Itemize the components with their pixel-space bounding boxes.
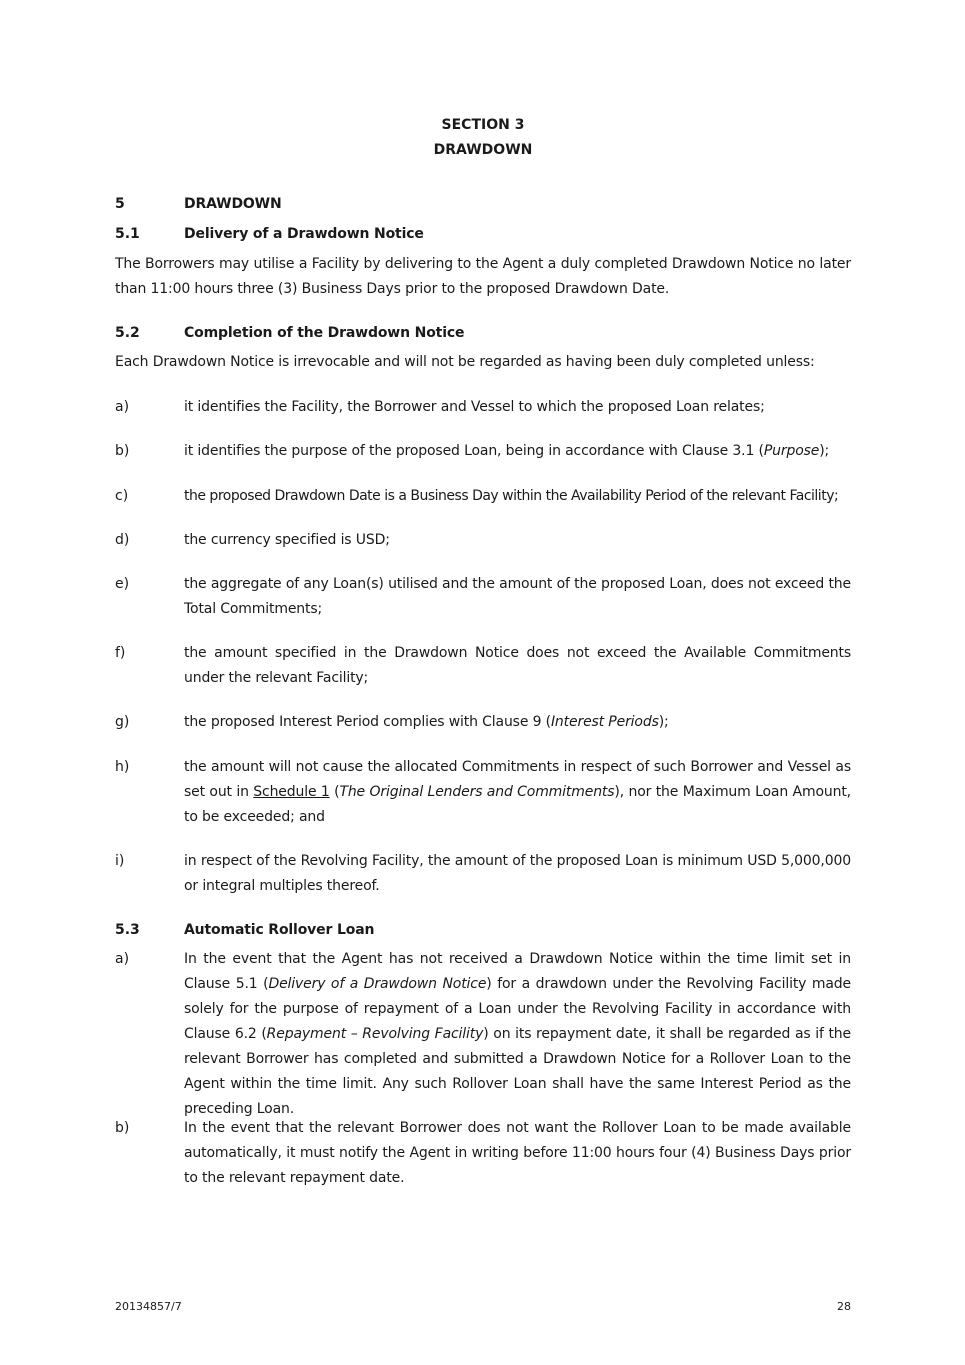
list-text: the amount specified in the Drawdown Notice does not exceed the Available Commitments under the relevant Facility; xyxy=(184,645,851,686)
list-item xyxy=(115,947,851,1122)
list-label: a) xyxy=(115,951,130,967)
list-label: i) xyxy=(115,853,125,869)
list-label: e) xyxy=(115,576,130,592)
clause-title: Automatic Rollover Loan xyxy=(184,922,375,938)
clause-number: 5.2 xyxy=(115,325,140,341)
list-label: h) xyxy=(115,759,130,775)
list-text: the proposed Drawdown Date is a Business Day within the Availability Period of the relevant Facility; xyxy=(184,488,839,504)
list-item xyxy=(115,1116,851,1191)
list-item xyxy=(115,528,851,553)
list-item xyxy=(115,395,851,420)
list-label: f) xyxy=(115,645,126,661)
list-item xyxy=(115,439,851,464)
clause-5-2-heading xyxy=(115,321,851,346)
section-number: SECTION 3 xyxy=(441,117,525,133)
list-label: b) xyxy=(115,1120,130,1136)
list-item xyxy=(115,641,851,691)
clause-5-3-heading xyxy=(115,918,851,943)
clause-5-1-heading xyxy=(115,222,851,247)
list-label: a) xyxy=(115,399,130,415)
list-label: b) xyxy=(115,443,130,459)
clause-number: 5.1 xyxy=(115,226,140,242)
clause-number: 5 xyxy=(115,196,125,212)
clause-title: Delivery of a Drawdown Notice xyxy=(184,226,424,242)
list-text: it identifies the purpose of the proposed Loan, being in accordance with Clause 3.1 (Purpose); xyxy=(184,443,830,459)
schedule-link[interactable]: Schedule 1 xyxy=(253,784,330,800)
footer-doc-ref: 20134857/7 xyxy=(115,1300,182,1313)
list-item xyxy=(115,849,851,899)
clause-title: Completion of the Drawdown Notice xyxy=(184,325,465,341)
clause-number: 5.3 xyxy=(115,922,140,938)
list-item xyxy=(115,710,851,735)
list-item xyxy=(115,572,851,622)
clause-5-heading xyxy=(115,192,851,217)
list-text: the currency specified is USD; xyxy=(184,532,390,548)
clause-title: DRAWDOWN xyxy=(184,196,282,212)
list-item xyxy=(115,484,851,509)
list-text: the amount will not cause the allocated Commitments in respect of such Borrower and Vessel as set out in Schedule 1 (The Original Lenders and Commitments), nor the Maximum Loan Amount, to be exceeded; and xyxy=(184,759,851,825)
footer-page-number: 28 xyxy=(837,1300,851,1313)
list-text: In the event that the Agent has not received a Drawdown Notice within the time limit set in Clause 5.1 (Delivery of a Drawdown Notice) for a drawdown under the Revolving Facility made solely for the purpose of repayment of a Loan under the Revolving Facility in accordance with Clause 6.2 (Repayment – Revolving Facility) on its repayment date, it shall be regarded as if the relevant Borrower has completed and submitted a Drawdown Notice for a Rollover Loan to the Agent within the time limit. Any such Rollover Loan shall have the same Interest Period as the preceding Loan. xyxy=(184,951,851,1117)
clause-5-2-intro: Each Drawdown Notice is irrevocable and will not be regarded as having been duly completed unless: xyxy=(115,354,815,370)
list-text: the proposed Interest Period complies with Clause 9 (Interest Periods); xyxy=(184,714,669,730)
list-item xyxy=(115,755,851,830)
list-text: it identifies the Facility, the Borrower and Vessel to which the proposed Loan relates; xyxy=(184,399,765,415)
list-text: the aggregate of any Loan(s) utilised and the amount of the proposed Loan, does not exceed the Total Commitments; xyxy=(184,576,851,617)
list-label: g) xyxy=(115,714,130,730)
list-label: d) xyxy=(115,532,130,548)
list-text: In the event that the relevant Borrower does not want the Rollover Loan to be made available automatically, it must notify the Agent in writing before 11:00 hours four (4) Business Days prior to the relevant repayment date. xyxy=(184,1120,851,1186)
clause-5-1-text: The Borrowers may utilise a Facility by delivering to the Agent a duly completed Drawdown Notice no later than 11:00 hours three (3) Business Days prior to the proposed Drawdown Date. xyxy=(115,256,851,297)
list-label: c) xyxy=(115,488,129,504)
section-title: DRAWDOWN xyxy=(433,142,533,158)
list-text: in respect of the Revolving Facility, the amount of the proposed Loan is minimum USD 5,000,000 or integral multiples thereof. xyxy=(184,853,851,894)
